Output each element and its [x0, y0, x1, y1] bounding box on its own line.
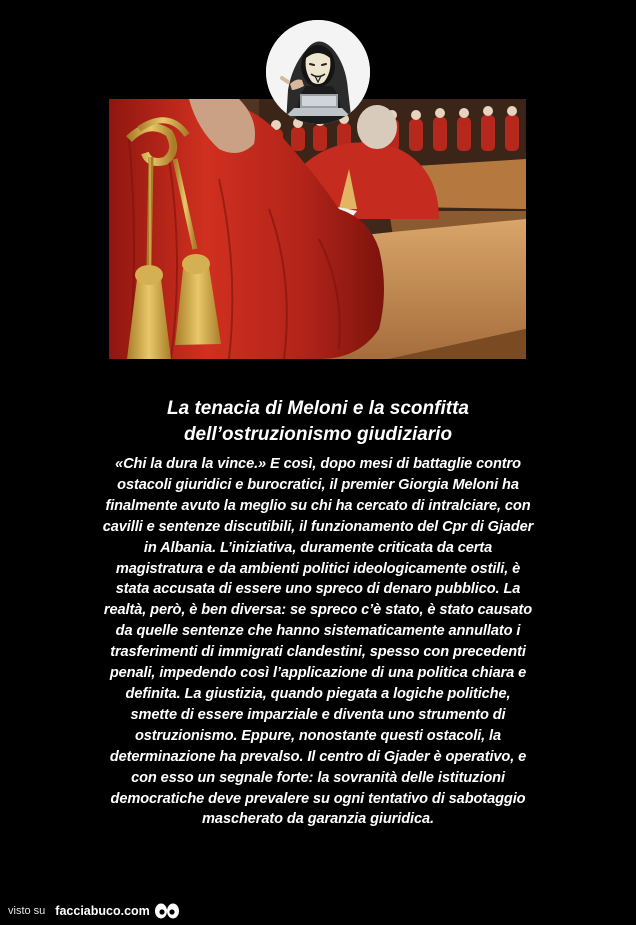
- body-line: penali, impedendo così l’applicazione di una politica chiara e: [109, 665, 527, 682]
- body-line: cavilli e sentenze discutibili, il funzionamento del Cpr di Gjader: [102, 518, 534, 535]
- site-link[interactable]: facciabuco.com: [55, 904, 150, 918]
- body-line: «Chi la dura la vince.» E così, dopo mesi di battaglie contro: [115, 456, 521, 472]
- body-line: da quelle sentenze che hanno sistematicamente annullato i: [115, 623, 521, 640]
- body-line: democratiche deve prevalere su ogni tentativo di sabotaggio: [110, 790, 526, 807]
- anonymous-avatar-icon: [266, 20, 370, 124]
- article-title: [40, 396, 596, 448]
- body-line: mascherato da garanzia giuridica.: [202, 811, 434, 828]
- title-line: La tenacia di Meloni e la sconfitta: [167, 398, 469, 419]
- eyes-logo-icon: [154, 902, 180, 920]
- body-line: finalmente avuto la meglio su chi ha cercato di intralciare, con: [105, 497, 531, 514]
- body-line: definita. La giustizia, quando piegata a logiche politiche,: [125, 685, 511, 702]
- body-line: ostacoli giuridici e burocratici, il premier Giorgia Meloni ha: [117, 476, 519, 493]
- body-line: con esso un segnale forte: la sovranità delle istituzioni: [131, 769, 505, 786]
- visto-su-label: visto su: [8, 905, 46, 917]
- body-line: realtà, però, è ben diversa: se spreco c’è stato, è stato causato: [103, 602, 533, 619]
- body-line: smette di essere imparziale e diventa uno strumento di: [130, 706, 506, 723]
- judges-photo: [109, 99, 526, 359]
- body-line: determinazione ha prevalso. Il centro di Gjader è operativo, e: [109, 748, 527, 765]
- body-line: magistratura e da ambienti politici ideologicamente ostili, è: [115, 560, 521, 577]
- title-line: dell’ostruzionismo giudiziario: [183, 424, 453, 445]
- article-body: [50, 454, 586, 830]
- body-line: trasferimenti di immigrati clandestini, spesso con precedenti: [110, 644, 526, 661]
- body-line: ostruzionismo. Eppure, nonostante questi ostacoli, la: [134, 727, 502, 744]
- footer: [8, 900, 180, 922]
- body-line: in Albania. L’iniziativa, duramente criticata da certa: [143, 539, 493, 556]
- body-line: stata accusata di essere uno spreco di denaro pubblico. La: [115, 581, 521, 598]
